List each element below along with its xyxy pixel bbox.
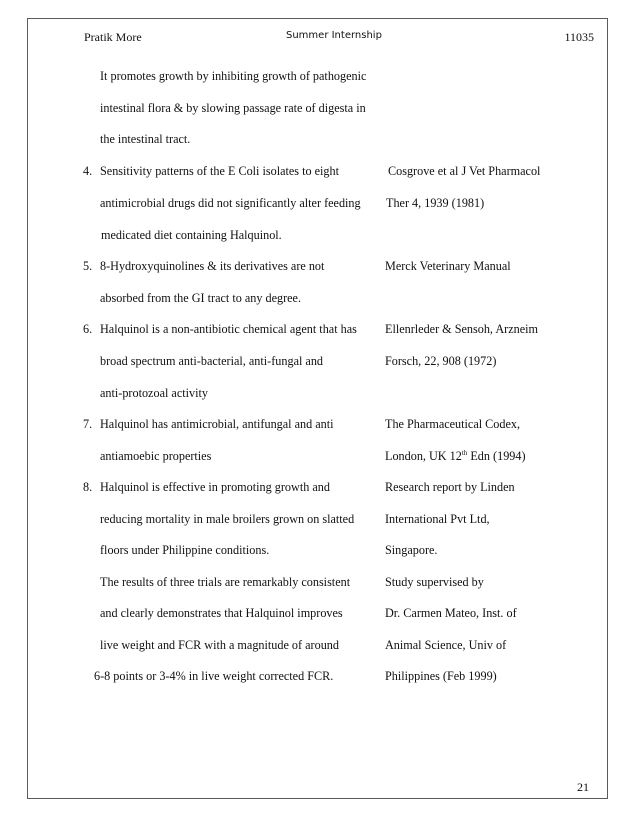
item-reference: Study supervised by — [385, 575, 484, 589]
header-author: Pratik More — [84, 30, 142, 44]
page-number: 21 — [577, 780, 589, 794]
intro-line: the intestinal tract. — [100, 132, 191, 146]
item-number: 6. — [83, 322, 93, 336]
item-number: 4. — [83, 164, 93, 178]
item-text: reducing mortality in male broilers grown on slatted — [100, 512, 355, 526]
item-text: medicated diet containing Halquinol. — [101, 228, 282, 242]
item-text: live weight and FCR with a magnitude of around — [100, 638, 339, 652]
item-reference: Merck Veterinary Manual — [385, 259, 511, 273]
item-text: 6-8 points or 3-4% in live weight corrected FCR. — [94, 669, 334, 683]
item-reference: Philippines (Feb 1999) — [385, 669, 497, 683]
item-reference: Cosgrove et al J Vet Pharmacol — [388, 164, 541, 178]
item-text: The results of three trials are remarkably consistent — [100, 575, 351, 589]
header-id: 11035 — [564, 30, 594, 44]
item-number: 7. — [83, 417, 93, 431]
item-number: 8. — [83, 480, 93, 494]
item-text: and clearly demonstrates that Halquinol improves — [100, 606, 343, 620]
item-text: Sensitivity patterns of the E Coli isolates to eight — [100, 164, 339, 178]
intro-line: It promotes growth by inhibiting growth of pathogenic — [100, 69, 367, 83]
ref-text: London, UK 12 — [385, 449, 462, 463]
item-reference: Forsch, 22, 908 (1972) — [385, 354, 497, 368]
item-reference: Animal Science, Univ of — [385, 638, 507, 652]
ref-superscript: th — [461, 449, 468, 457]
item-text: anti-protozoal activity — [100, 386, 208, 400]
item-number: 5. — [83, 259, 93, 273]
item-reference — [385, 449, 526, 463]
item-text: antimicrobial drugs did not significantly alter feeding — [100, 196, 361, 210]
item-text: Halquinol is effective in promoting growth and — [100, 480, 330, 494]
item-reference: The Pharmaceutical Codex, — [385, 417, 521, 431]
header-title: Summer Internship — [286, 30, 382, 41]
item-text: Halquinol is a non-antibiotic chemical agent that has — [100, 322, 357, 336]
ref-text: Edn (1994) — [467, 449, 526, 463]
item-reference: Research report by Linden — [385, 480, 515, 494]
item-reference: International Pvt Ltd, — [385, 512, 490, 526]
item-text: absorbed from the GI tract to any degree. — [100, 291, 302, 305]
item-reference: Ther 4, 1939 (1981) — [386, 196, 485, 210]
item-text: broad spectrum anti-bacterial, anti-fungal and — [100, 354, 324, 368]
item-text: floors under Philippine conditions. — [100, 543, 270, 557]
item-reference: Singapore. — [385, 543, 438, 557]
item-text: antiamoebic properties — [100, 449, 212, 463]
item-reference: Ellenrleder & Sensoh, Arzneim — [385, 322, 538, 336]
intro-line: intestinal flora & by slowing passage rate of digesta in — [100, 101, 366, 115]
item-text: 8-Hydroxyquinolines & its derivatives are not — [100, 259, 325, 273]
item-reference: Dr. Carmen Mateo, Inst. of — [385, 606, 517, 620]
item-text: Halquinol has antimicrobial, antifungal and anti — [100, 417, 334, 431]
